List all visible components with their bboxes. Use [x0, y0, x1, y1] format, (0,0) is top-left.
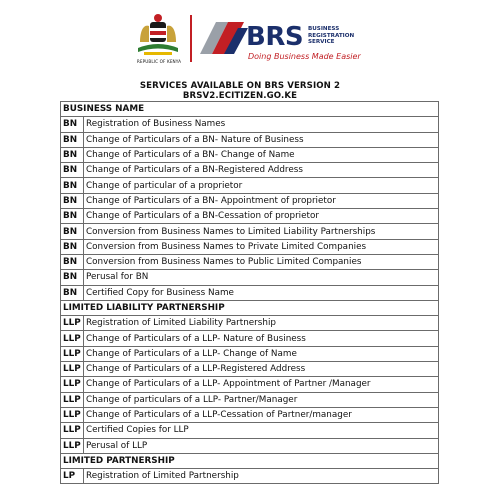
service-name: Certified Copy for Business Name	[84, 285, 439, 300]
brs-subtitle	[308, 26, 354, 46]
service-name: Conversion from Business Names to Public Limited Companies	[84, 254, 439, 269]
table-row	[61, 117, 439, 132]
service-code: LLP	[61, 423, 84, 438]
service-name: Change of particular of a proprietor	[84, 178, 439, 193]
table-row	[61, 469, 439, 484]
service-code: LLP	[61, 438, 84, 453]
header-divider	[190, 15, 192, 62]
service-name: Change of Particulars of a BN-Cessation of proprietor	[84, 209, 439, 224]
service-name: Certified Copies for LLP	[84, 423, 439, 438]
table-row	[61, 254, 439, 269]
services-table-body	[61, 102, 439, 484]
service-name: Perusal of LLP	[84, 438, 439, 453]
table-row	[61, 331, 439, 346]
service-name: Change of particulars of a LLP- Partner/Manager	[84, 392, 439, 407]
table-row	[61, 224, 439, 239]
service-code: BN	[61, 224, 84, 239]
service-name: Change of Particulars of a BN- Nature of Business	[84, 132, 439, 147]
table-row	[61, 163, 439, 178]
services-table	[60, 101, 439, 484]
service-code: LP	[61, 469, 84, 484]
service-name: Change of Particulars of a BN-Registered Address	[84, 163, 439, 178]
document-header	[0, 0, 480, 78]
table-row	[61, 178, 439, 193]
service-name: Registration of Business Names	[84, 117, 439, 132]
service-code: BN	[61, 285, 84, 300]
service-code: LLP	[61, 331, 84, 346]
page-subtitle-url: BRSV2.ECITIZEN.GO.KE	[182, 91, 298, 101]
section-header-row	[61, 300, 439, 315]
table-row	[61, 423, 439, 438]
service-code: BN	[61, 163, 84, 178]
brs-title: BRS	[246, 22, 304, 52]
kenya-coat-of-arms-icon	[134, 12, 182, 56]
service-code: BN	[61, 193, 84, 208]
brs-sub-line: SERVICE	[308, 39, 335, 46]
service-code: LLP	[61, 377, 84, 392]
page-title: SERVICES AVAILABLE ON BRS VERSION 2	[139, 81, 341, 91]
table-row	[61, 239, 439, 254]
table-row	[61, 193, 439, 208]
service-code: BN	[61, 178, 84, 193]
table-row	[61, 285, 439, 300]
service-code: LLP	[61, 362, 84, 377]
service-code: BN	[61, 239, 84, 254]
brs-tagline: Doing Business Made Easier	[248, 52, 361, 61]
service-name: Registration of Limited Partnership	[84, 469, 439, 484]
table-row	[61, 270, 439, 285]
brs-sub-line: REGISTRATION	[308, 32, 355, 39]
service-name: Change of Particulars of a BN- Appointment of proprietor	[84, 193, 439, 208]
service-code: LLP	[61, 316, 84, 331]
table-row	[61, 438, 439, 453]
service-code: LLP	[61, 392, 84, 407]
service-code: LLP	[61, 346, 84, 361]
service-name: Registration of Limited Liability Partnership	[84, 316, 439, 331]
table-row	[61, 362, 439, 377]
table-row	[61, 377, 439, 392]
service-code: LLP	[61, 407, 84, 422]
table-row	[61, 346, 439, 361]
service-code: BN	[61, 147, 84, 162]
service-code: BN	[61, 254, 84, 269]
service-code: BN	[61, 117, 84, 132]
service-name: Perusal for BN	[84, 270, 439, 285]
coat-caption: REPUBLIC OF KENYA	[136, 59, 182, 64]
service-name: Change of Particulars of a LLP- Change of Name	[84, 346, 439, 361]
section-title: LIMITED PARTNERSHIP	[61, 453, 439, 468]
section-header-row	[61, 453, 439, 468]
service-name: Conversion from Business Names to Private Limited Companies	[84, 239, 439, 254]
table-row	[61, 407, 439, 422]
service-name: Change of Particulars of a LLP-Registered Address	[84, 362, 439, 377]
section-header-row	[61, 102, 439, 117]
table-row	[61, 392, 439, 407]
service-name: Change of Particulars of a LLP- Appointment of Partner /Manager	[84, 377, 439, 392]
brs-sub-line: BUSINESS	[308, 26, 340, 32]
table-row	[61, 316, 439, 331]
table-row	[61, 209, 439, 224]
service-code: BN	[61, 132, 84, 147]
section-title: BUSINESS NAME	[61, 102, 439, 117]
service-code: BN	[61, 209, 84, 224]
section-title: LIMITED LIABILITY PARTNERSHIP	[61, 300, 439, 315]
service-name: Conversion from Business Names to Limited Liability Partnerships	[84, 224, 439, 239]
service-name: Change of Particulars of a LLP-Cessation of Partner/manager	[84, 407, 439, 422]
service-name: Change of Particulars of a LLP- Nature of Business	[84, 331, 439, 346]
table-row	[61, 147, 439, 162]
service-name: Change of Particulars of a BN- Change of Name	[84, 147, 439, 162]
table-row	[61, 132, 439, 147]
service-code: BN	[61, 270, 84, 285]
